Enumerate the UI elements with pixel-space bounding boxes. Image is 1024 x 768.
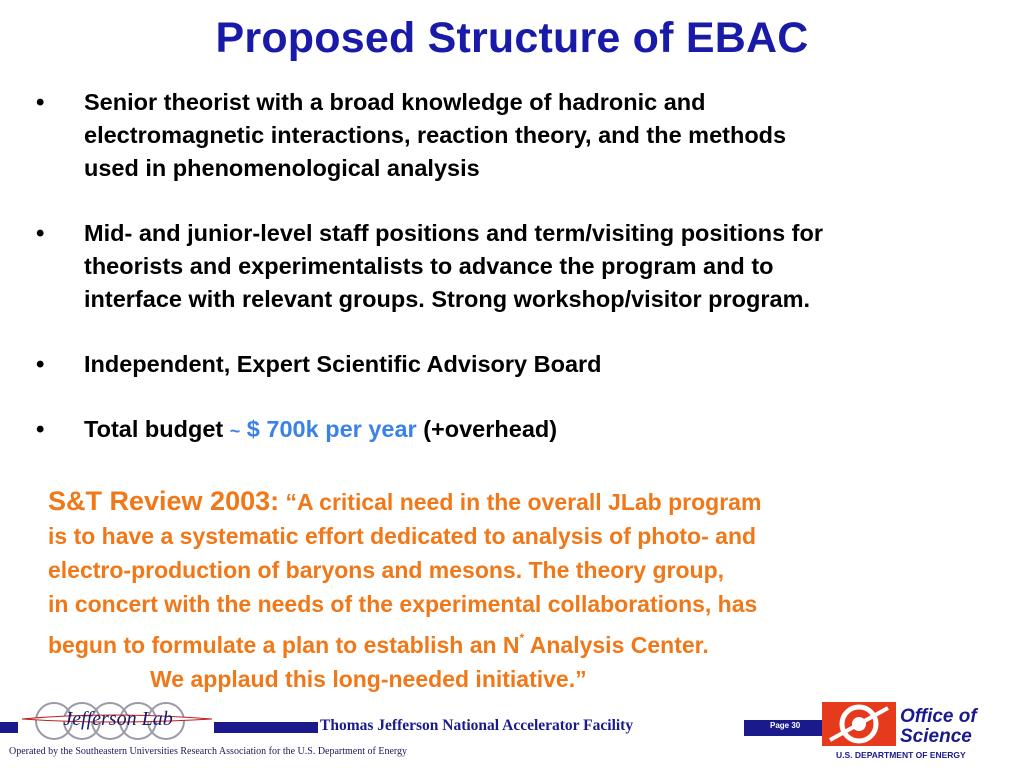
review-line-6: We applaud this long-needed initiative.” [150, 666, 587, 692]
doe-science-text: Science [900, 726, 972, 747]
doe-office-text: Office of [900, 706, 977, 727]
bullet-list [36, 86, 1011, 480]
review-text: Analysis Center. [524, 632, 709, 658]
jefferson-lab-logo [20, 693, 215, 747]
review-line-4: in concert with the needs of the experimental collaborations, has [48, 591, 758, 617]
operated-by-text: Operated by the Southeastern Universities Research Association for the U.S. Department of Energy [9, 746, 408, 757]
bullet-line: Senior theorist with a broad knowledge of hadronic and [84, 89, 706, 115]
review-line-2: is to have a systematic effort dedicated to analysis of photo- and [48, 523, 757, 549]
office-of-science-logo [822, 700, 1020, 762]
bullet-line: Independent, Expert Scientific Advisory Board [84, 351, 602, 377]
review-line-1 [48, 484, 998, 519]
page-number: Page 30 [770, 721, 801, 730]
bullet-advisory-board [36, 348, 1011, 381]
budget-amount: $ 700k per year [240, 416, 417, 442]
footer-bar-mid [214, 722, 318, 733]
bullet-dot: • [36, 89, 45, 116]
budget-prefix: Total budget [84, 416, 230, 442]
facility-name: Thomas Jefferson National Accelerator Facility [320, 717, 634, 734]
bullet-dot: • [36, 416, 45, 443]
review-text: “A critical need in the overall JLab program [279, 489, 762, 515]
bullet-line: Mid- and junior-level staff positions and term/visiting positions for [84, 220, 823, 246]
review-text: begun to formulate a plan to establish an N [48, 632, 520, 658]
review-line-5 [48, 621, 998, 662]
review-quote [48, 484, 998, 696]
bullet-senior-theorist [36, 86, 1011, 185]
slide-title: Proposed Structure of EBAC [215, 14, 809, 62]
jefferson-lab-wordmark: Jefferson Lab [63, 708, 173, 730]
review-line-3: electro-production of baryons and mesons. The theory group, [48, 557, 725, 583]
bullet-staff-positions [36, 217, 1011, 316]
budget-line [84, 413, 1011, 448]
bullet-dot: • [36, 220, 45, 247]
budget-suffix: (+overhead) [416, 416, 558, 442]
bullet-line: used in phenomenological analysis [84, 155, 480, 181]
budget-tilde: ~ [229, 421, 241, 441]
doe-department-text: U.S. DEPARTMENT OF ENERGY [836, 750, 966, 760]
superscript-star: * [519, 631, 525, 645]
footer-bar-left [0, 722, 18, 733]
bullet-total-budget [36, 413, 1011, 448]
bullet-line: electromagnetic interactions, reaction theory, and the methods [84, 122, 787, 148]
bullet-line: theorists and experimentalists to advance the program and to [84, 253, 774, 279]
bullet-line: interface with relevant groups. Strong workshop/visitor program. [84, 286, 811, 312]
bullet-dot: • [36, 351, 45, 378]
review-heading: S&T Review 2003: [48, 486, 280, 516]
